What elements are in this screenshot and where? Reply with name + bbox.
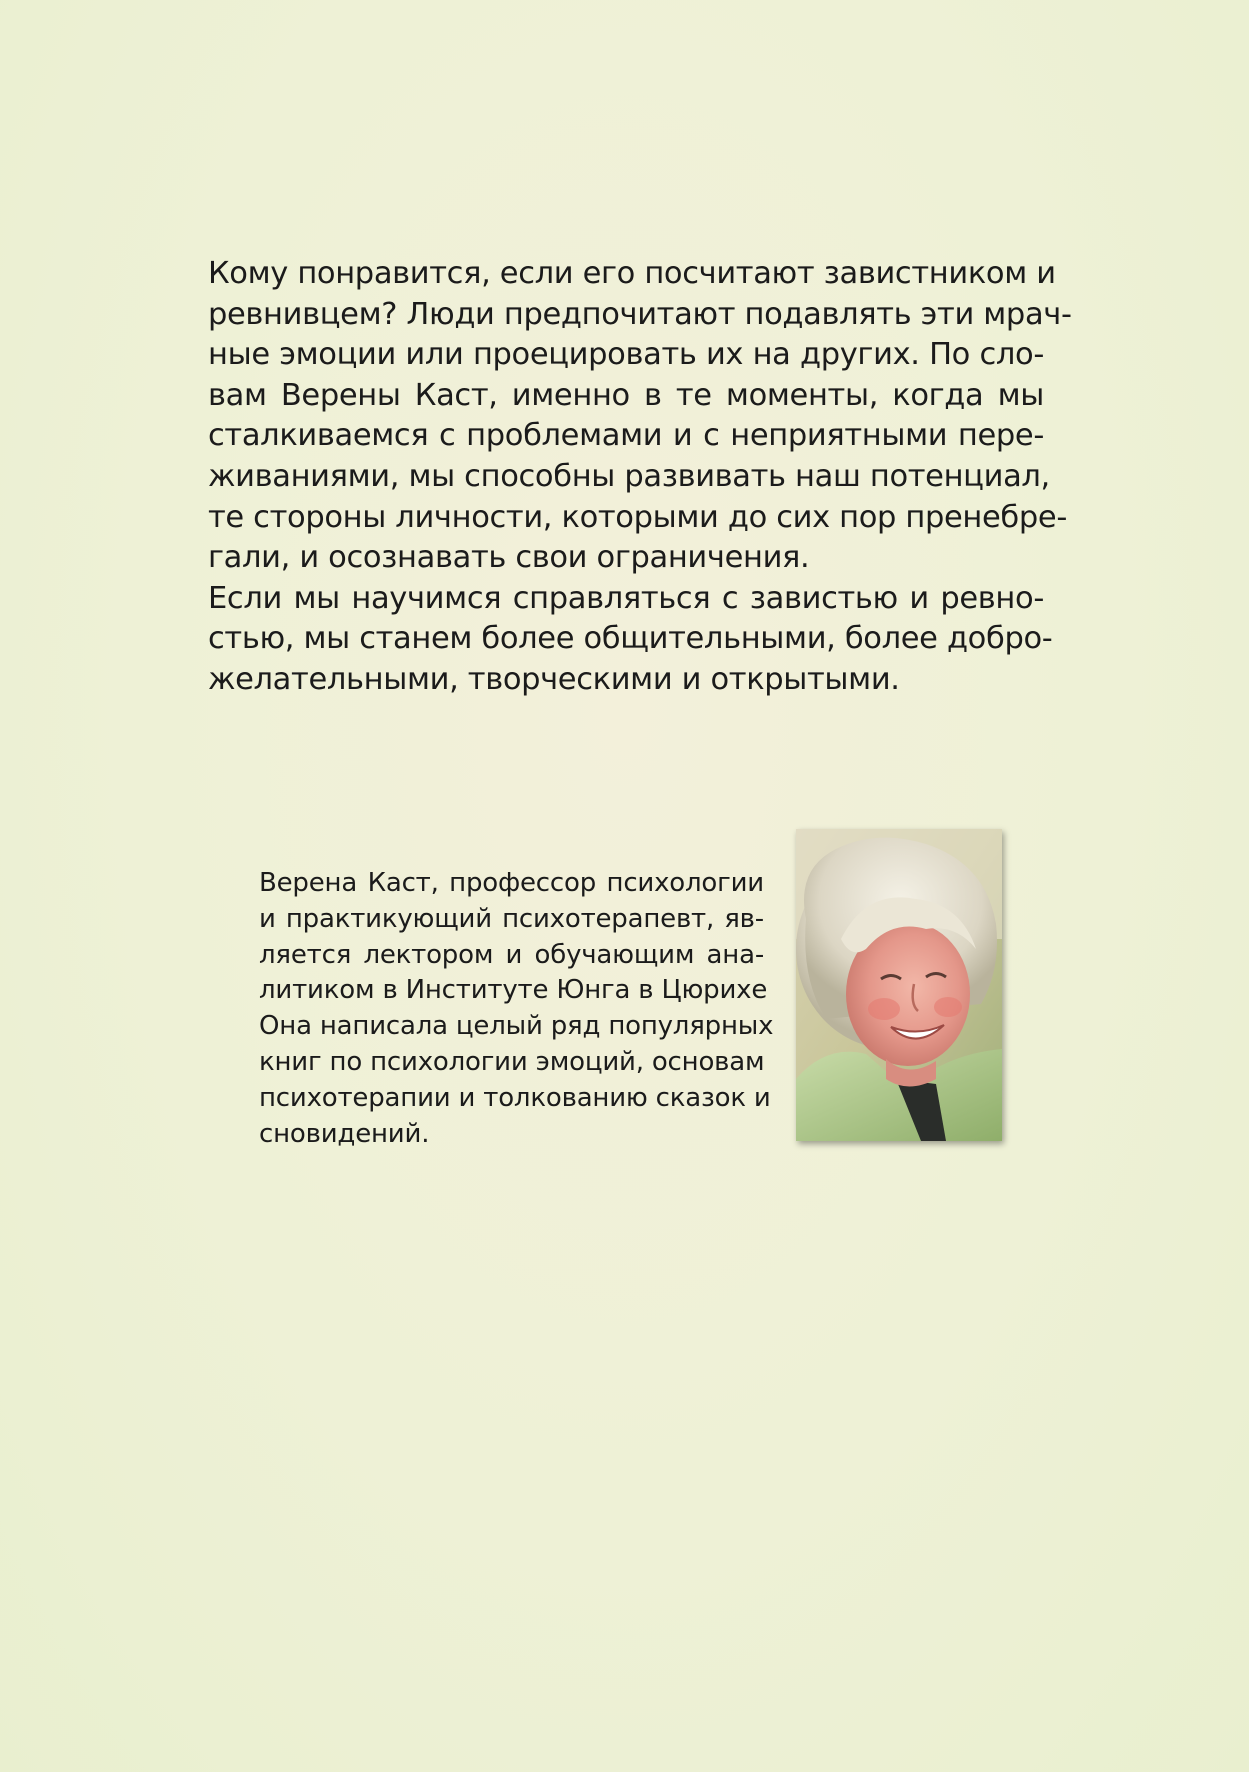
book-blurb bbox=[208, 254, 1072, 701]
blurb-line: сталкиваемся с проблемами и с неприятными пере- bbox=[208, 418, 1044, 454]
blurb-paragraph-1 bbox=[208, 254, 1072, 579]
author-bio-line: Верена Каст, профессор психологии bbox=[259, 868, 764, 898]
blurb-line: желательными, творческими и открытыми. bbox=[208, 661, 900, 697]
blurb-line: ные эмоции или проецировать их на других. По сло- bbox=[208, 337, 1044, 373]
blurb-line: вам Верены Каст, именно в те моменты, когда мы bbox=[208, 377, 1044, 413]
author-bio-line: и практикующий психотерапевт, яв- bbox=[259, 903, 764, 934]
blurb-line: стью, мы станем более общительными, более добро- bbox=[208, 621, 1053, 657]
blurb-line: живаниями, мы способны развивать наш потенциал, bbox=[208, 458, 1050, 494]
author-bio-line: книг по психологии эмоций, основам bbox=[259, 1046, 765, 1077]
author-bio-line: сновидений. bbox=[259, 1118, 430, 1149]
blurb-line: Если мы научимся справляться с завистью и ревно- bbox=[208, 580, 1044, 616]
author-bio-line: Она написала целый ряд популярных bbox=[259, 1011, 774, 1042]
author-portrait-illustration bbox=[796, 829, 1002, 1141]
blurb-line: гали, и осознавать свои ограничения. bbox=[208, 540, 810, 576]
author-photo bbox=[796, 829, 1002, 1141]
author-bio-line: литиком в Институте Юнга в Цюрихе bbox=[259, 975, 768, 1006]
blurb-line: ревнивцем? Люди предпочитают подавлять эти мрач- bbox=[208, 296, 1072, 332]
author-bio-line: психотерапии и толкованию сказок и bbox=[259, 1082, 771, 1113]
blurb-line: Кому понравится, если его посчитают завистником и bbox=[208, 256, 1056, 291]
author-bio-line: ляется лектором и обучающим ана- bbox=[259, 939, 764, 970]
author-bio bbox=[259, 866, 774, 1152]
blurb-line: те стороны личности, которыми до сих пор пренебре- bbox=[208, 499, 1067, 535]
blurb-paragraph-2 bbox=[208, 579, 1053, 701]
